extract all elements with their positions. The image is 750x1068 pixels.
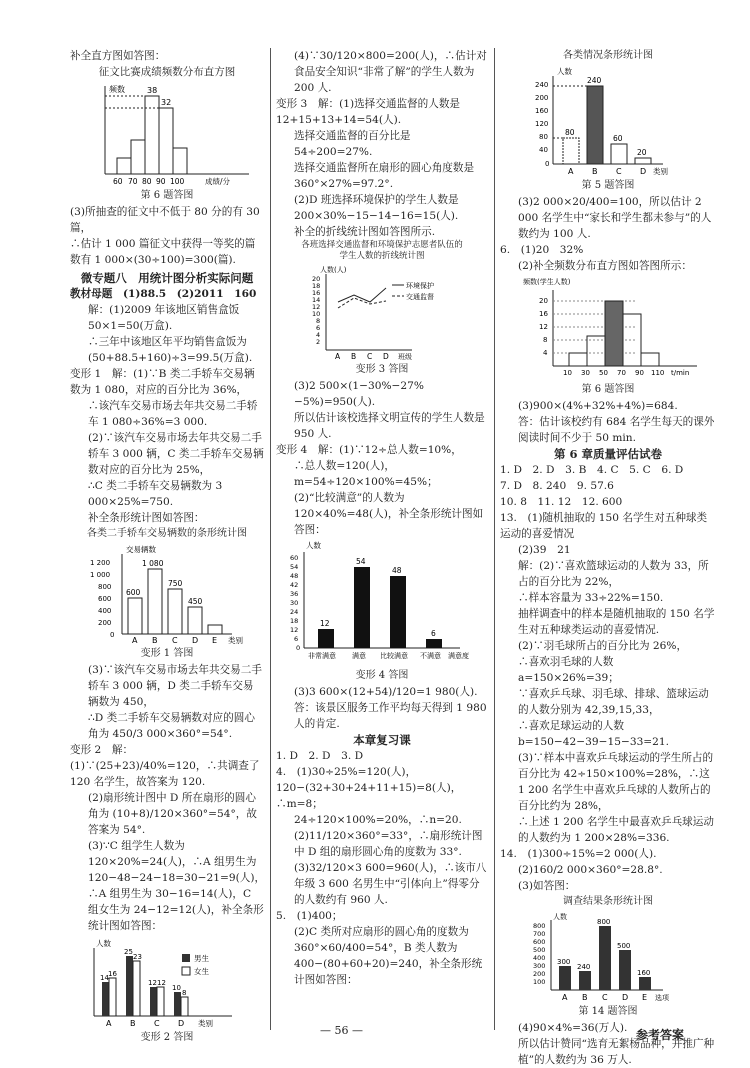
text: 6. (1)20 32% (500, 244, 584, 256)
y-tick: 200 (533, 970, 546, 978)
y-tick: 0 (296, 644, 301, 652)
bar-label: 23 (133, 953, 142, 961)
y-tick: 0 (545, 160, 550, 168)
y-label: 交易辆数 (126, 545, 156, 554)
bar (639, 977, 651, 990)
column-divider (494, 48, 495, 1030)
x-tick: E (642, 993, 648, 1002)
bar (188, 607, 202, 634)
text: ∴估计 1 000 篇征文中获得一等奖的篇数有 1 000×(30÷100)=300(篇). (70, 238, 256, 266)
y-tick: 60 (290, 554, 299, 562)
bar-label: 6 (431, 629, 436, 638)
y-tick: 6 (294, 635, 299, 643)
text: ∴该汽车交易市场去年共交易二手轿车 1 080÷36%=3 000. (88, 400, 258, 428)
y-tick: 30 (290, 599, 299, 607)
x-label: t/min (671, 369, 690, 377)
y-tick: 800 (533, 922, 546, 930)
legend-label: 女生 (194, 967, 209, 976)
y-tick: 10 (312, 310, 321, 318)
bar (117, 158, 131, 174)
x-tick: 110 (651, 369, 665, 377)
fig2-grouped-bar-chart (82, 936, 252, 1028)
text: 补全直方图如答图： (70, 50, 166, 62)
y-tick: 600 (98, 595, 112, 603)
bar-label: 14 (100, 974, 109, 982)
text: (3)2 000×20/400=100，所以估计 2 000 名学生中“家长和学生都未参与”的人数约为 100 人. (518, 196, 712, 240)
bar-label: 38 (147, 86, 158, 95)
text: (3)如答图： (518, 880, 576, 892)
legend-swatch (182, 954, 190, 962)
x-tick: A (335, 352, 341, 360)
y-tick: 42 (290, 581, 299, 589)
text: (4)∵30/120×800=200(人)，∴估计对食品安全知识“非常了解”的学生人数为 200 人. (294, 50, 487, 94)
text: (2)∵该汽车交易市场去年共交易二手轿车 3 000 辆，C 类二手轿车交易辆数对应的百分比为 25%， (88, 432, 264, 476)
y-tick: 18 (312, 282, 321, 290)
fig1-caption: 变形 1 答图 (140, 648, 194, 659)
x-label: 班级 (398, 353, 412, 360)
bar (641, 353, 659, 366)
y-tick: 12 (312, 303, 321, 311)
bar (168, 589, 182, 634)
x-tick: C (172, 636, 178, 644)
y-tick: 400 (98, 607, 112, 615)
fig2-caption: 变形 2 答图 (140, 1032, 194, 1043)
bar-label: 600 (126, 588, 141, 597)
text: ∴D 类二手轿车交易辆数对应的圆心角为 450/3 000×360°=54°. (88, 712, 255, 740)
y-tick: 20 (539, 297, 548, 305)
x-tick: D (383, 352, 389, 360)
x-tick: D (192, 636, 199, 644)
y-label: 人数(人) (320, 266, 347, 274)
fig6-caption: 第 6 题答图 (140, 190, 194, 201)
y-tick: 8 (543, 336, 548, 344)
bar-label: 160 (637, 969, 651, 977)
y-tick: 700 (533, 930, 546, 938)
bar (426, 639, 442, 648)
fig6-histogram (77, 82, 257, 186)
text: ∴喜欢羽毛球的人数 a=150×26%=39； (518, 656, 619, 684)
text: (2)39 21 (518, 544, 571, 556)
text: ∴样本容量为 33÷22%=150. (518, 592, 664, 604)
y-tick: 240 (535, 81, 549, 89)
y-label: 人数 (553, 913, 567, 921)
text: (3)∵C 组学生人数为 120×20%=24(人)，∴A 组男生为 120−48−24−18=30−21=9(人)，∴A 组男生为 30−16=14(人)，C 组女生为 24−12=12(人)，补全条形统计图如答图： (88, 840, 266, 932)
y-tick: 20 (312, 275, 321, 283)
x-tick: 100 (170, 177, 185, 186)
text: (3)∵该汽车交易市场去年共交易二手轿车 3 000 辆，D 类二手轿车交易辆数为 450， (88, 664, 262, 708)
text: (2)“比较满意”的人数为 120×40%=48(人)，补全条形统计图如答图： (294, 492, 484, 536)
bar (354, 567, 370, 648)
y-tick: 2 (316, 338, 321, 346)
bar (619, 950, 631, 990)
bar (208, 625, 222, 634)
text: 所以估计该校选择文明宣传的学生人数是 950 人. (294, 412, 485, 440)
legend-swatch (182, 967, 190, 975)
y-tick: 1 200 (90, 559, 111, 567)
x-tick: 30 (581, 369, 590, 377)
y-tick: 6 (316, 324, 321, 332)
text: 变形 2 解：(1)∵(25+23)/40%=120，∴共调查了 120 名学生，故答案为 120. (70, 744, 260, 788)
text: 抽样调查中的样本是随机抽取的 150 名学生对五种球类运动的喜爱情况. (518, 608, 715, 636)
fig4-caption: 变形 4 答图 (355, 670, 409, 681)
y-label: 人数 (96, 939, 111, 948)
bar (131, 140, 145, 174)
bar-label: 300 (557, 958, 571, 966)
fig3-line-chart (292, 264, 472, 360)
y-tick: 4 (316, 331, 321, 339)
x-tick: B (130, 1019, 136, 1028)
bar (569, 353, 587, 366)
fig6b-caption: 第 6 题答图 (581, 384, 635, 395)
y-tick: 1 000 (90, 571, 111, 579)
text: (2)C 类所对应扇形的圆心角的度数为 360°×60/400=54°，B 类人数为 400−(80+60+20)=240，补全条形统计图如答图： (294, 926, 483, 986)
x-tick: A (568, 167, 574, 176)
bar (145, 96, 159, 174)
bar-label: 500 (617, 942, 631, 950)
bar (159, 108, 173, 174)
text: ∴三年中该地区年平均销售盒饭为(50+88.5+160)÷3=99.5(万盒). (88, 336, 253, 364)
bar (102, 982, 109, 1016)
text: (2)D 班选择环境保护的学生人数是 200×30%−15−14−16=15(人). (294, 194, 459, 222)
text: 7. D 8. 240 9. 57.6 (500, 480, 614, 492)
bar (599, 926, 611, 990)
bar-label: 32 (161, 98, 172, 107)
x-tick: 50 (599, 369, 608, 377)
x-tick: 80 (142, 177, 152, 186)
text: 1. D 2. D 3. D (276, 750, 364, 762)
fig3-title: 各班选择交通监督和环境保护志愿者队伍的学生人数的折线统计图 (301, 240, 463, 261)
y-tick: 100 (533, 978, 546, 986)
y-tick: 48 (290, 572, 299, 580)
bar (150, 987, 157, 1016)
fig6b-histogram (513, 276, 703, 380)
bar (318, 629, 334, 648)
bar (174, 992, 181, 1016)
y-tick: 36 (290, 590, 299, 598)
fig14-bar-chart (523, 912, 693, 1002)
bar-label: 12 (320, 619, 330, 628)
text: ∴C 类二手轿车交易辆数为 3 000×25%=750. (88, 480, 223, 508)
bar (148, 569, 162, 634)
text: 答：该景区服务工作平均每天得到 1 980 人的肯定. (294, 702, 487, 730)
text: (2)扇形统计图中 D 所在扇形的圆心角为 (10+8)/120×360°=54°，故答案为 54°. (88, 792, 257, 836)
text: 14. (1)300÷15%=2 000(人). (500, 848, 657, 860)
bar-label: 20 (637, 148, 647, 157)
bar (563, 138, 579, 164)
text: (2)补全频数分布直方图如答图所示： (518, 260, 692, 272)
y-tick: 300 (533, 962, 546, 970)
text: 变形 3 解：(1)选择交通监督的人数是 12+15+13+14=54(人). (276, 98, 461, 126)
x-tick: 60 (113, 177, 123, 186)
text: 补全条形统计图如答图： (88, 512, 205, 524)
fig4-bar-chart (282, 540, 482, 666)
bar-label: 10 (172, 984, 181, 992)
y-tick: 12 (290, 626, 299, 634)
x-tick: 满意 (352, 652, 366, 660)
x-tick: 70 (128, 177, 138, 186)
x-tick: C (154, 1019, 160, 1028)
bar (611, 144, 627, 164)
x-tick: D (622, 993, 629, 1002)
x-tick: E (212, 636, 218, 644)
y-tick: 16 (312, 289, 321, 297)
y-tick: 400 (533, 954, 546, 962)
text: 补全的折线统计图如答图所示. (294, 226, 436, 238)
section-heading: 本章复习课 (353, 733, 411, 747)
bar-label: 240 (587, 76, 602, 85)
bar-label: 25 (124, 948, 133, 956)
bar-label: 16 (108, 970, 117, 978)
text: ∴上述 1 200 名学生中最喜欢乒乓球运动的人数约为 1 200×28%=336. (518, 816, 714, 844)
text: (3)所抽查的征文中不低于 80 分的有 30 篇， (70, 206, 260, 234)
legend-label: 男生 (194, 954, 209, 963)
column-1 (70, 48, 264, 1046)
bar-label: 8 (182, 989, 187, 997)
x-tick: 不满意 (420, 652, 441, 660)
x-tick: B (152, 636, 158, 644)
page-number: — 56 — (320, 1024, 363, 1037)
series-environment (338, 288, 386, 302)
bar-label: 450 (188, 597, 203, 606)
fig1-bar-chart (82, 544, 252, 644)
y-tick: 16 (539, 310, 548, 318)
text: 4. (1)30÷25%=120(人)，120−(32+30+24+11+15)=8(人)，∴m=8； (276, 766, 462, 810)
bar-label: 240 (577, 963, 591, 971)
text: 1. D 2. D 3. B 4. C 5. C 6. D (500, 464, 684, 476)
fig1-title: 各类二手轿车交易辆数的条形统计图 (87, 528, 247, 539)
bar (133, 961, 140, 1016)
text: ∴喜欢足球运动的人数 b=150−42−39−15−33=21. (518, 720, 670, 748)
y-tick: 14 (312, 296, 321, 304)
bar (181, 997, 188, 1016)
y-label: 人数 (557, 67, 572, 76)
x-tick: A (132, 636, 138, 644)
text: (3)3 600×(12+54)/120=1 980(人). (294, 686, 478, 698)
text: (3)∵样本中喜欢乒乓球运动的学生所占的百分比为 42÷150×100%=28%，∴这 1 200 名学生中喜欢乒乓球的人数所占的百分比约为 28%， (518, 752, 714, 812)
bar (605, 301, 623, 366)
text: (2)∵羽毛球所占的百分比为 26%， (518, 640, 688, 652)
y-tick: 4 (543, 349, 548, 357)
y-tick: 54 (290, 563, 299, 571)
bar-label: 1 080 (142, 559, 164, 568)
fig3-caption: 变形 3 答图 (355, 364, 409, 375)
y-tick: 200 (535, 94, 549, 102)
x-label: 成绩/分 (205, 177, 231, 186)
column-divider (270, 48, 271, 1030)
text: 10. 8 11. 12 12. 600 (500, 496, 623, 508)
bar-label: 750 (168, 579, 183, 588)
bar (173, 148, 187, 174)
bar-label: 60 (613, 134, 623, 143)
bar (579, 971, 591, 990)
series-traffic (338, 298, 386, 308)
x-tick: C (602, 993, 608, 1002)
text: ∵喜欢乒乓球、羽毛球、排球、篮球运动的人数分别为 42,39,15,33， (518, 688, 709, 716)
x-tick: A (106, 1019, 112, 1028)
y-tick: 800 (98, 583, 112, 591)
x-label: 类别 (198, 1019, 213, 1028)
section-label: 参考答案 (636, 1028, 685, 1042)
text: 教材母题 (1)88.5 (2)2011 160 (70, 288, 257, 300)
text: 变形 4 解：(1)∵12÷总人数=10%， (276, 444, 462, 456)
x-label: 选项 (655, 994, 669, 1002)
y-tick: 160 (535, 107, 549, 115)
legend-label: 交通监督 (406, 293, 434, 301)
y-label: 频数 (109, 85, 125, 94)
y-tick: 12 (539, 323, 548, 331)
x-tick: C (616, 167, 622, 176)
x-tick: 比较满意 (380, 652, 408, 660)
y-tick: 120 (535, 120, 549, 128)
text: ∴总人数=120(人)， (294, 460, 395, 472)
text: (3)2 500×(1−30%−27%−5%)=950(人). (294, 380, 424, 408)
text: (4)90×4%=36(万人). (518, 1022, 628, 1034)
bar-label: 48 (392, 566, 402, 575)
text: 所以估计赞同“选育无絮杨品种，并推广种植”的人数约为 36 万人. (518, 1038, 715, 1066)
text: (3)900×(4%+32%+4%)=684. (518, 400, 678, 412)
x-tick: 70 (617, 369, 626, 377)
y-tick: 40 (539, 146, 548, 154)
bar-label: 80 (565, 128, 575, 137)
bar (587, 86, 603, 164)
bar-label: 54 (356, 557, 366, 566)
text: 13. (1)随机抽取的 150 名学生对五种球类运动的喜爱情况 (500, 512, 708, 540)
column-3 (500, 48, 716, 1068)
fig6-title: 征文比赛成绩频数分布直方图 (98, 66, 236, 78)
y-tick: 24 (290, 608, 299, 616)
text: 答：估计该校约有 684 名学生每天的课外阅读时间不少于 50 min. (518, 416, 715, 444)
y-tick: 8 (316, 317, 321, 325)
y-tick: 80 (539, 133, 548, 141)
text: 5. (1)400； (276, 910, 343, 922)
bar (390, 576, 406, 648)
fig5-bar-chart (523, 66, 693, 176)
y-label: 人数 (306, 541, 321, 550)
x-tick: 90 (156, 177, 166, 186)
x-tick: A (562, 993, 568, 1002)
text: m=54÷120×100%=45%； (294, 476, 438, 488)
bar-label: 12 (157, 979, 166, 987)
text: 选择交通监督的百分比是 54÷200=27%. (294, 130, 411, 158)
x-label: 满意度 (448, 652, 469, 660)
text: 解：(1)2009 年该地区销售盒饭 50×1=50(万盒). (88, 304, 240, 332)
x-tick: 10 (563, 369, 572, 377)
x-tick: D (640, 167, 647, 176)
bar (635, 158, 651, 164)
text: 24÷120×100%=20%，∴n=20. (294, 814, 462, 826)
text: (3)32/120×3 600=960(人)，∴该市八年级 3 600 名男生中“引体向上”得零分的人数约有 960 人. (294, 862, 487, 906)
x-tick: B (582, 993, 588, 1002)
fig14-caption: 第 14 题答图 (578, 1006, 638, 1017)
y-tick: 0 (110, 631, 115, 639)
x-label: 类别 (228, 636, 243, 644)
text: (2)11/120×360°=33°，∴扇形统计图中 D 组的扇形圆心角的度数为 33°. (294, 830, 483, 858)
bar (559, 966, 571, 990)
y-tick: 600 (533, 938, 546, 946)
text: 解：(2)∵喜欢篮球运动的人数为 33，所占的百分比为 22%， (518, 560, 709, 588)
column-2 (276, 48, 488, 988)
y-tick: 18 (290, 617, 299, 625)
bar-label: 800 (597, 918, 611, 926)
text: 变形 1 解：(1)∵B 类二手轿车交易辆数为 1 080，对应的百分比为 36%， (70, 368, 255, 396)
bar (157, 987, 164, 1016)
x-tick: D (178, 1019, 185, 1028)
x-tick: 非常满意 (308, 652, 336, 660)
bar (128, 598, 142, 634)
text: (2)160/2 000×360°=28.8°. (518, 864, 663, 876)
x-tick: B (351, 352, 357, 360)
x-tick: C (367, 352, 373, 360)
y-tick: 500 (533, 946, 546, 954)
bar-label: 12 (148, 979, 157, 987)
legend-label: 环境保护 (406, 282, 434, 290)
topic-heading: 微专题八 用统计图分析实际问题 (80, 271, 254, 285)
fig5-caption: 第 5 题答图 (581, 180, 635, 191)
bar (126, 956, 133, 1016)
section-heading: 第 6 章质量评估试卷 (553, 447, 662, 461)
text: 选择交通监督所在扇形的圆心角度数是 360°×27%=97.2°. (294, 162, 475, 190)
bar (109, 978, 116, 1016)
fig5-title: 各类情况条形统计图 (563, 50, 653, 61)
y-label: 频数(学生人数) (523, 278, 571, 286)
x-label: 类别 (653, 167, 668, 176)
x-tick: 90 (635, 369, 644, 377)
x-tick: B (592, 167, 598, 176)
y-tick: 200 (98, 619, 112, 627)
fig14-title: 调查结果条形统计图 (563, 896, 653, 907)
